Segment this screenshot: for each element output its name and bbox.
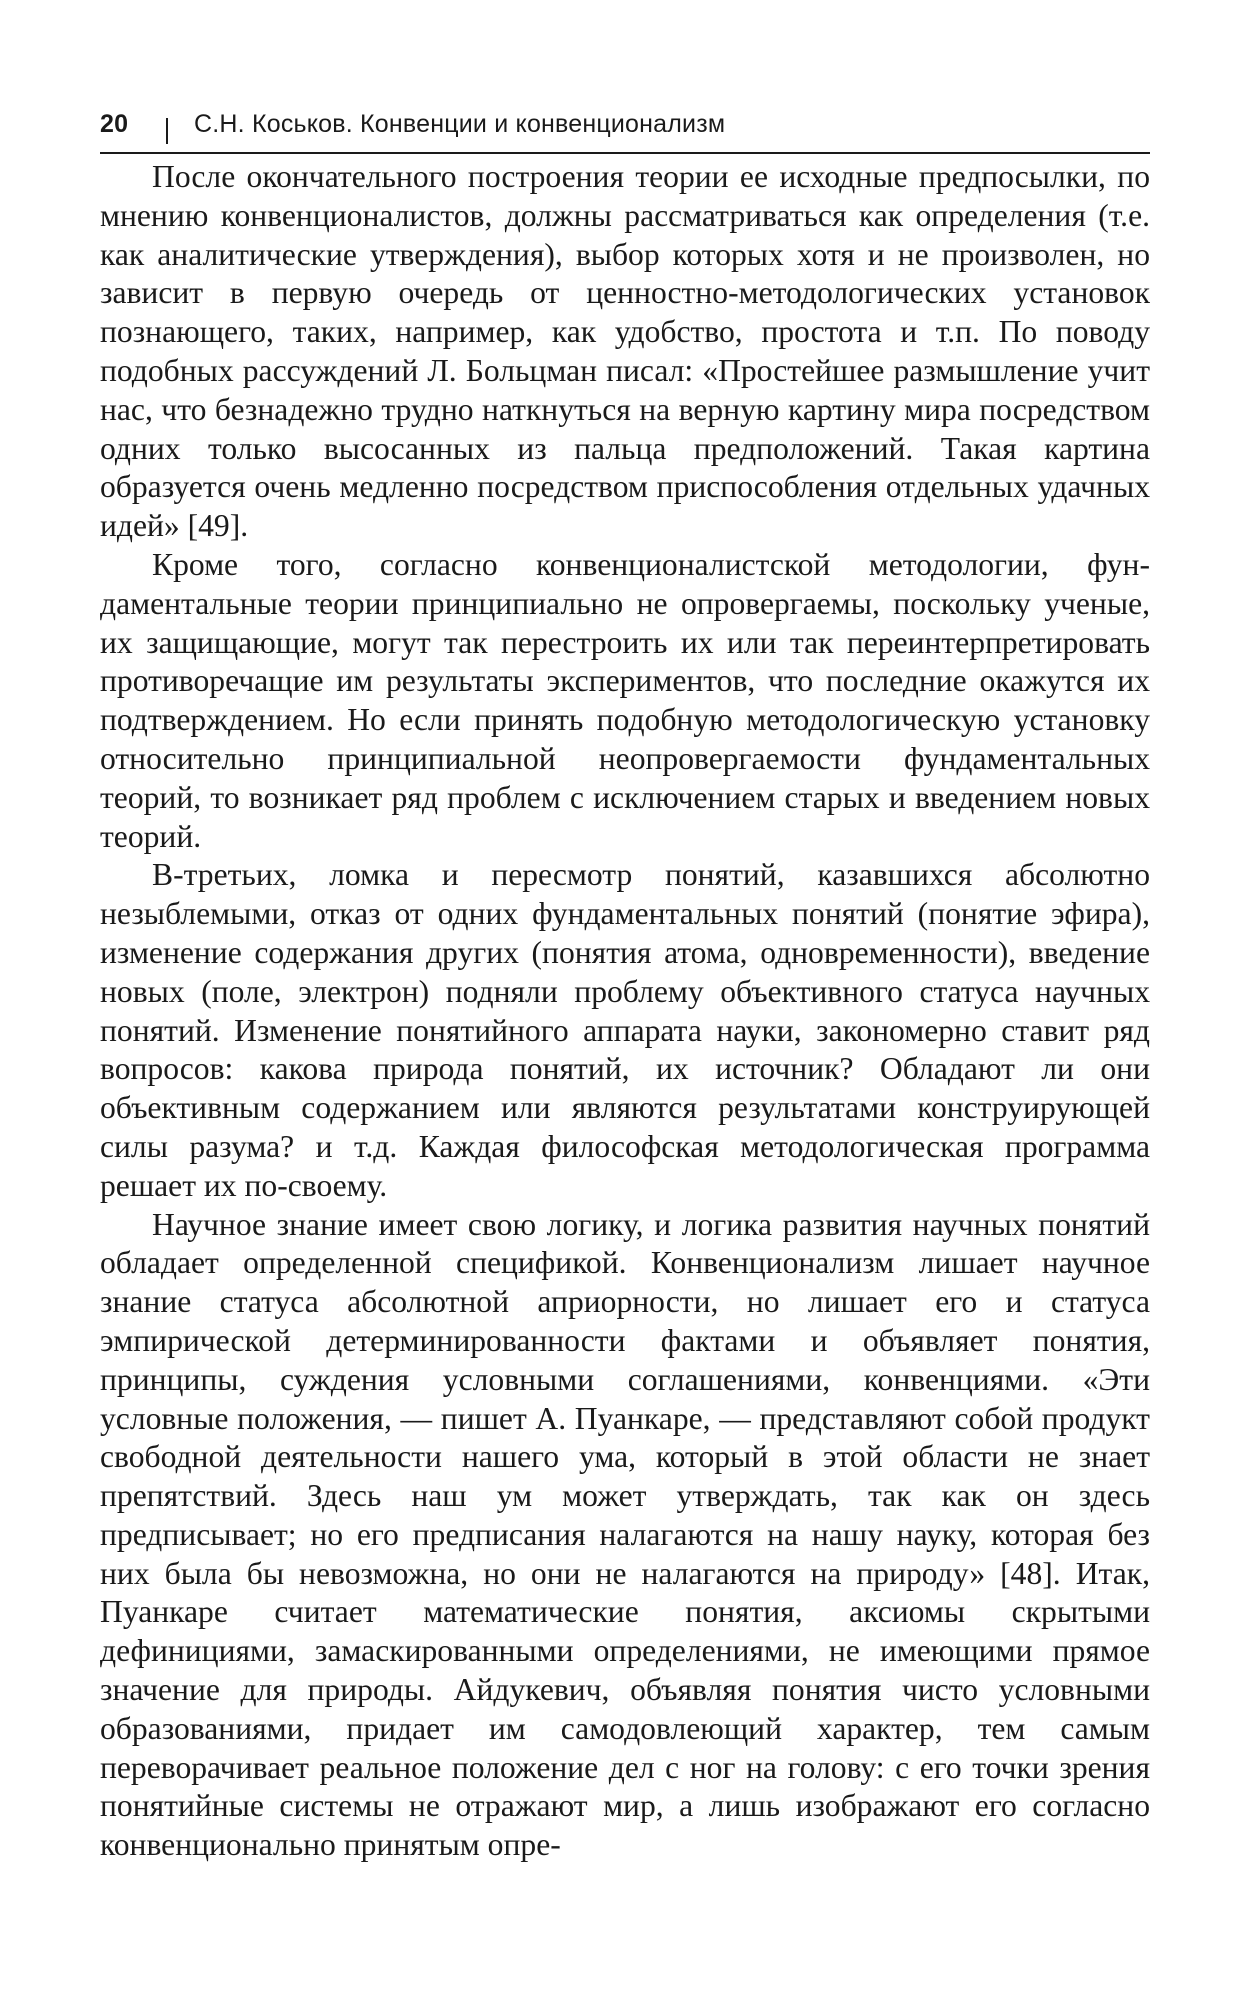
running-head [100, 110, 1150, 154]
paragraph: После окончательного построения теории ее исходные предпосылки, по мнению конвенционалистов, должны рассматриваться как определения (т.е. как аналитические утверждения), выбор которых хотя и не произволен, но зависит в первую очередь от ценностно-методологических установок познающего, таких, например, как удобство, простота и т.п. По поводу подобных рассуждений Л. Больцман писал: «Простейшее размышление учит нас, что безнадежно трудно наткнуться на верную картину мира посредством одних только высосанных из пальца предположений. Такая картина образуется очень медленно посредством приспособления отдельных удачных идей» [49]. [100, 159, 1150, 544]
paragraph: Научное знание имеет свою логику, и логика развития научных понятий обладает определенной спецификой. Конвенционализм лишает научное знание статуса абсолютной априорности, но лишает его и статуса эмпирической детерминированности фактами и объявляет понятия, принципы, суждения условными соглашениями, конвенциями. «Эти условные положения, — пишет А. Пуанкаре, — представляют собой продукт свободной деятельности нашего ума, который в этой области не знает препятствий. Здесь наш ум может утверждать, так как он здесь предписывает; но его предписания налагаются на нашу науку, которая без них была бы невозможна, но они не налагаются на природу» [48]. Итак, Пуанкаре считает математические понятия, аксиомы скрытыми дефинициями, замаскированными определениями, не имеющими прямое значение для природы. Айдукевич, объявляя понятия чисто условными образованиями, придает им самодовлеющий характер, тем самым переворачивает реальное положение дел с ног на голову: с его точки зрения понятийные системы не отражают мир, а лишь изображают его согласно конвенционально принятым опре- [100, 1206, 1150, 1863]
paragraph: В-третьих, ломка и пересмотр понятий, казавшихся абсолютно незыблемыми, отказ от одних фундаментальных понятий (понятие эфира), изменение содержания других (понятия атома, одновременности), введение новых (поле, электрон) подняли проблему объективного статуса научных понятий. Изменение понятийного аппарата науки, закономерно ставит ряд вопросов: какова природа понятий, их источник? Обладают ли они объективным содержанием или являются результатами конструирующей силы разума? и т.д. Каждая философская методологическая программа решает их по-своему. [100, 857, 1150, 1203]
book-page [100, 110, 1150, 1865]
header-separator [166, 118, 168, 144]
body-text [100, 158, 1150, 1865]
running-title: С.Н. Коськов. Конвенции и конвенционализм [194, 110, 726, 138]
paragraph: Кроме того, согласно конвенционалистской методологии, фундаментальные теории принципиально не опровергаемы, поскольку ученые, их защищающие, могут так перестроить их или так переинтерпретировать противоречащие им результаты экспериментов, что последние окажутся их подтверждением. Но если принять подобную методологическую установку относительно принципиальной неопровергаемости фундаментальных теорий, то возникает ряд проблем с исключением старых и введением новых теорий. [100, 546, 1150, 854]
page-number: 20 [100, 110, 129, 138]
